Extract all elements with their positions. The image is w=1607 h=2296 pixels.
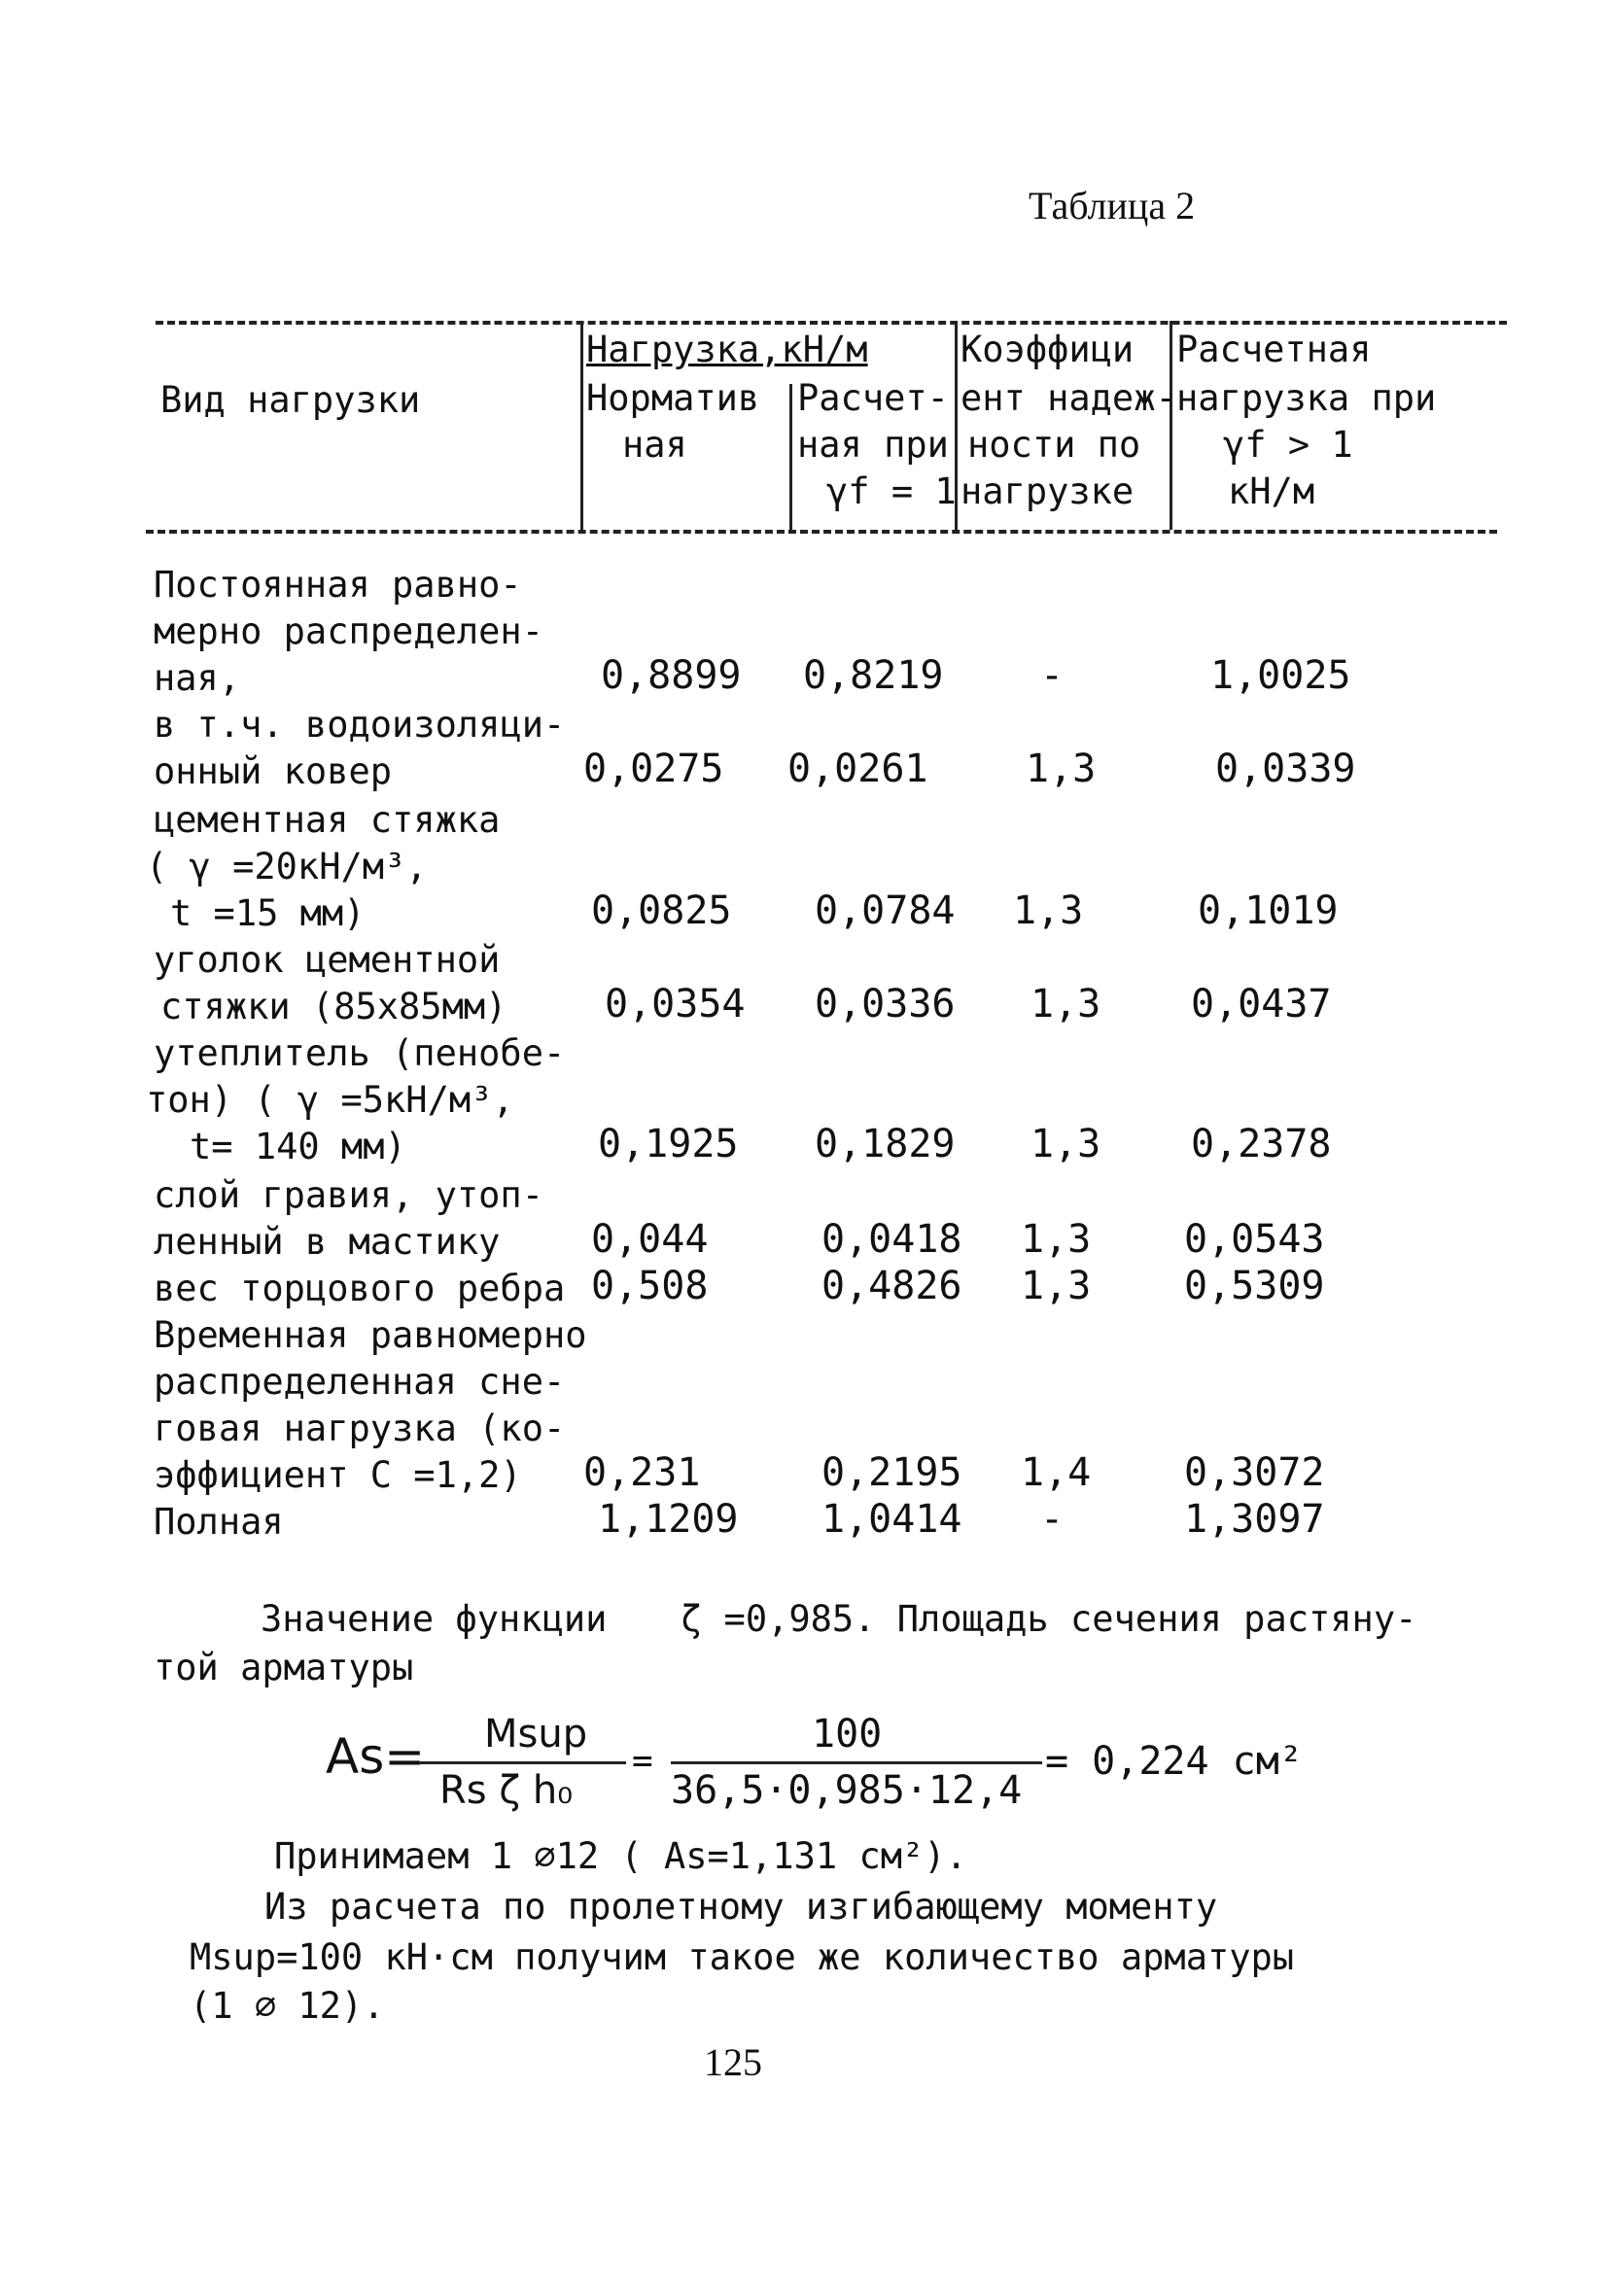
row-label: ленный в мастику (154, 1221, 501, 1263)
cell-result: 0,0437 (1191, 982, 1332, 1026)
row-label: вес торцового ребра (154, 1268, 566, 1309)
cell-coef: 1,4 (1021, 1450, 1092, 1495)
formula-num2: 100 (812, 1712, 883, 1757)
table-caption: Таблица 2 (1029, 184, 1196, 227)
row-label: ( γ =20кН/м³, (146, 846, 428, 887)
cell-norm: 0,0275 (583, 747, 724, 791)
cell-result: 0,5309 (1184, 1264, 1325, 1308)
cell-calc: 0,4826 (821, 1264, 962, 1308)
cell-result: 0,3072 (1184, 1450, 1325, 1495)
para-function-value: ζ =0,985. Площадь сечения растяну- (681, 1598, 1417, 1640)
row-label: говая нагрузка (ко- (154, 1408, 566, 1449)
cell-coef: 1,3 (1031, 1122, 1101, 1166)
cell-coef: 1,3 (1031, 982, 1101, 1026)
formula-bar2 (671, 1761, 1042, 1764)
col-divider-1 (580, 321, 583, 530)
formula-eq: = (632, 1741, 653, 1781)
para-span-2: Msup=100 кН·см получим такое же количество арматуры (190, 1936, 1295, 1978)
cell-norm: 0,0825 (591, 888, 732, 933)
formula-as: As= (326, 1728, 426, 1785)
cell-norm: 0,8899 (601, 653, 742, 698)
row-label: t =15 мм) (170, 892, 366, 934)
header-load-group: Нагрузка,кН/м (586, 329, 868, 370)
table-header-rule (146, 530, 1497, 534)
cell-norm: 0,1925 (598, 1122, 739, 1166)
row-label: слой гравия, утоп- (154, 1174, 543, 1216)
row-label: уголок цементной (154, 939, 501, 981)
row-label: стяжки (85х85мм) (160, 986, 507, 1027)
row-label: Временная равномерно (154, 1314, 587, 1356)
formula-num1: Msup (484, 1712, 588, 1757)
cell-calc: 1,0414 (821, 1497, 962, 1542)
row-label: распределенная сне- (154, 1361, 566, 1403)
row-label: цементная стяжка (154, 799, 501, 841)
cell-coef: 1,3 (1021, 1264, 1092, 1308)
row-label: тон) ( γ =5кН/м³, (146, 1079, 514, 1121)
cell-result: 0,2378 (1191, 1122, 1332, 1166)
header-coef-2: ент надеж- (961, 377, 1177, 419)
cell-result: 0,0543 (1184, 1217, 1325, 1262)
cell-coef: - (1040, 1497, 1065, 1542)
col-divider-2 (789, 384, 792, 530)
row-label: онный ковер (154, 750, 393, 792)
cell-calc: 0,0261 (787, 747, 928, 791)
table-top-rule (156, 321, 1507, 325)
para-accept: Принимаем 1 ⌀12 ( As=1,131 см²). (274, 1835, 967, 1877)
header-calc-3: γf = 1 (826, 470, 957, 512)
cell-norm: 1,1209 (598, 1497, 739, 1542)
col-divider-4 (1170, 321, 1172, 530)
header-res-3: γf > 1 (1223, 424, 1353, 466)
cell-coef: - (1040, 653, 1065, 698)
cell-calc: 0,8219 (803, 653, 944, 698)
cell-result: 0,0339 (1215, 747, 1356, 791)
cell-result: 1,0025 (1210, 653, 1351, 698)
header-coef-3: ности по (967, 424, 1141, 466)
cell-norm: 0,231 (583, 1450, 701, 1495)
header-res-1: Расчетная (1176, 329, 1372, 370)
row-label: Постоянная равно- (154, 564, 522, 606)
cell-coef: 1,3 (1021, 1217, 1092, 1262)
cell-norm: 0,508 (591, 1264, 709, 1308)
cell-calc: 0,0336 (815, 982, 956, 1026)
cell-calc: 0,2195 (821, 1450, 962, 1495)
row-label: мерно распределен- (154, 610, 543, 652)
cell-coef: 1,3 (1013, 888, 1084, 933)
cell-calc: 0,0784 (815, 888, 956, 933)
cell-coef: 1,3 (1026, 747, 1097, 791)
para-function-label: Значение функции (261, 1598, 608, 1640)
header-calc-1: Расчет- (797, 377, 949, 419)
cell-norm: 0,044 (591, 1217, 709, 1262)
para-span-1: Из расчета по пролетному изгибающему моменту (264, 1886, 1218, 1928)
formula-bar1 (420, 1761, 626, 1764)
cell-result: 1,3097 (1184, 1497, 1325, 1542)
header-norm-1: Норматив (586, 377, 760, 419)
row-label: эффициент С =1,2) (154, 1454, 522, 1496)
row-label: Полная (154, 1501, 284, 1543)
header-coef-4: нагрузке (961, 470, 1135, 512)
header-res-4: кН/м (1228, 470, 1315, 512)
formula-den2: 36,5·0,985·12,4 (671, 1768, 1023, 1813)
formula-den1: Rs ζ h₀ (439, 1768, 574, 1813)
para-reinforcement: той арматуры (154, 1647, 414, 1688)
header-calc-2: ная при (797, 424, 949, 466)
cell-result: 0,1019 (1198, 888, 1339, 933)
cell-calc: 0,1829 (815, 1122, 956, 1166)
para-span-3: (1 ⌀ 12). (190, 1985, 385, 2027)
page-number: 125 (704, 2040, 762, 2084)
header-coef-1: Коэффици (961, 329, 1135, 370)
row-label: утеплитель (пенобе- (154, 1032, 566, 1074)
header-norm-2: ная (622, 424, 687, 466)
header-res-2: нагрузка при (1176, 377, 1437, 419)
header-kind: Вид нагрузки (160, 379, 421, 421)
cell-calc: 0,0418 (821, 1217, 962, 1262)
row-label: ная, (154, 657, 241, 699)
row-label: в т.ч. водоизоляци- (154, 704, 566, 746)
cell-norm: 0,0354 (605, 982, 746, 1026)
row-label: t= 140 мм) (190, 1126, 406, 1167)
formula-result: = 0,224 см² (1045, 1739, 1303, 1784)
